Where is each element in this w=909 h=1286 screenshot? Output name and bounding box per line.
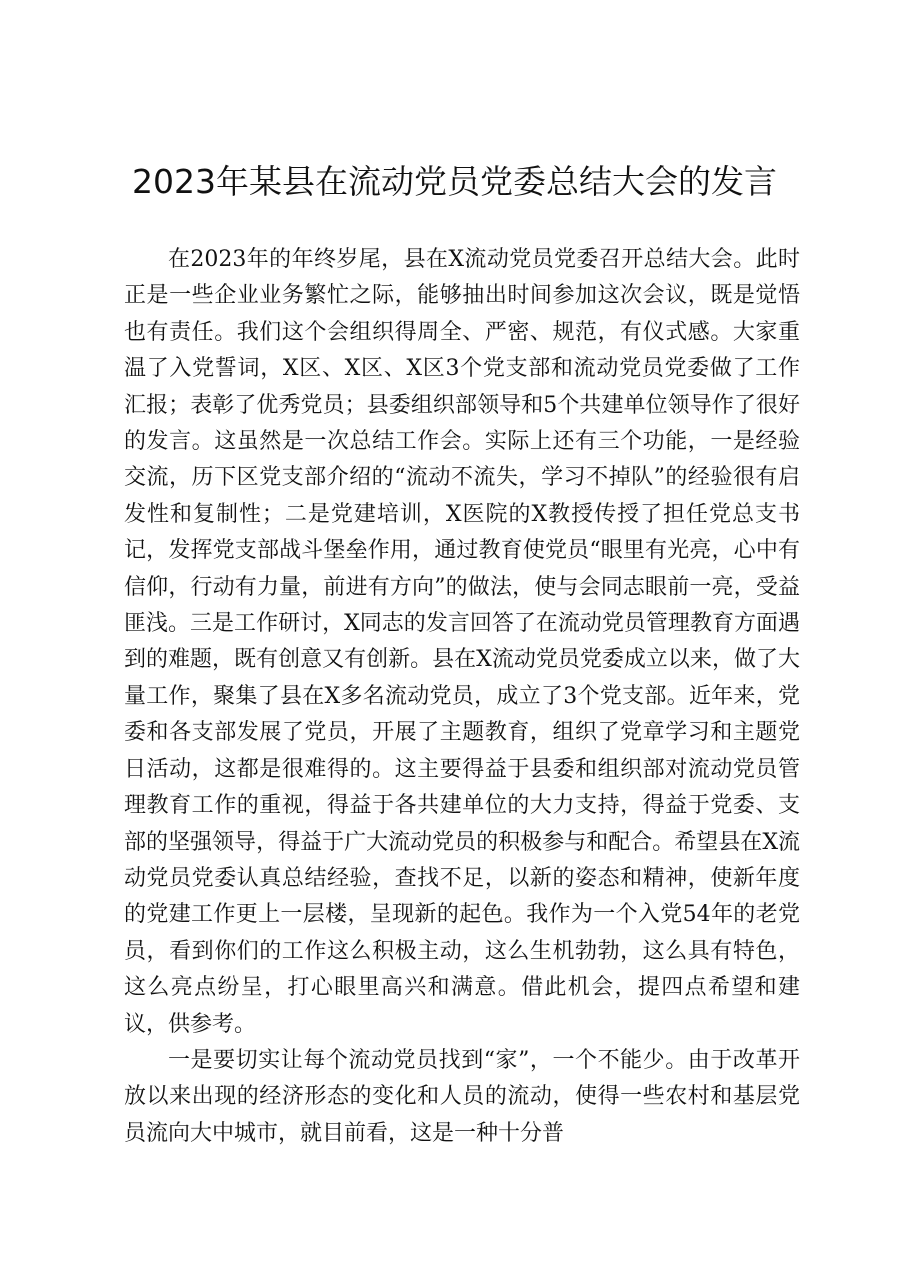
document-body (124, 242, 800, 1152)
paragraph-1: 在2023年的年终岁尾，县在X流动党员党委召开总结大会。此时正是一些企业业务繁忙之际，能够抽出时间参加这次会议，既是觉悟也有责任。我们这个会组织得周全、严密、规范，有仪式感。大家重温了入党誓词，X区、X区、X区3个党支部和流动党员党委做了工作汇报；表彰了优秀党员；县委组织部领导和5个共建单位领导作了很好的发言。这虽然是一次总结工作会。实际上还有三个功能，一是经验交流，历下区党支部介绍的“流动不流失，学习不掉队”的经验很有启发性和复制性；二是党建培训，X医院的X教授传授了担任党总支书记，发挥党支部战斗堡垒作用，通过教育使党员“眼里有光亮，心中有信仰，行动有力量，前进有方向”的做法，使与会同志眼前一亮，受益匪浅。三是工作研讨，X同志的发言回答了在流动党员管理教育方面遇到的难题，既有创意又有创新。县在X流动党员党委成立以来，做了大量工作，聚集了县在X多名流动党员，成立了3个党支部。近年来，党委和各支部发展了党员，开展了主题教育，组织了党章学习和主题党日活动，这都是很难得的。这主要得益于县委和组织部对流动党员管理教育工作的重视，得益于各共建单位的大力支持，得益于党委、支部的坚强领导，得益于广大流动党员的积极参与和配合。希望县在X流动党员党委认真总结经验，查找不足，以新的姿态和精神，使新年度的党建工作更上一层楼，呈现新的起色。我作为一个入党54年的老党员，看到你们的工作这么积极主动，这么生机勃勃，这么具有特色，这么亮点纷呈，打心眼里高兴和满意。借此机会，提四点希望和建议，供参考。 (124, 247, 800, 1037)
document-title: 2023年某县在流动党员党委总结大会的发言 (132, 162, 777, 201)
paragraph-2: 一是要切实让每个流动党员找到“家”，一个不能少。由于改革开放以来出现的经济形态的变化和人员的流动，使得一些农村和基层党员流向大中城市，就目前看，这是一种十分普 (124, 1047, 800, 1146)
